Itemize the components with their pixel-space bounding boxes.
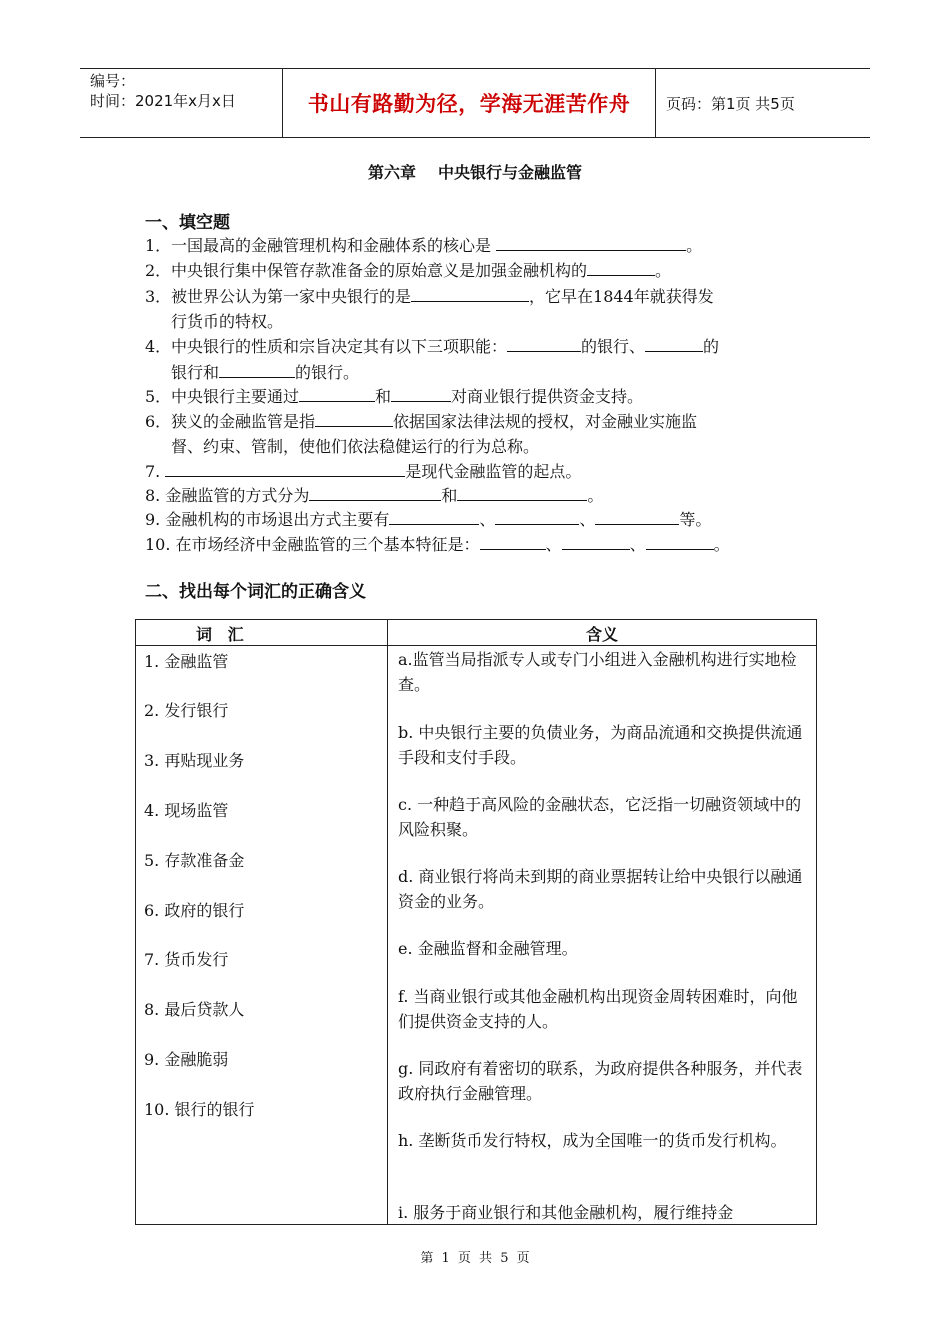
header-divider <box>136 645 816 646</box>
question-text: 金融监管的方式分为 <box>165 486 310 505</box>
chapter-number: 第六章 <box>367 163 416 182</box>
term-item: 1. 金融监管 <box>144 652 229 671</box>
question-text: 是现代金融监管的起点。 <box>405 462 582 481</box>
column-header-meaning: 含义 <box>586 625 619 644</box>
question-text: 一国最高的金融管理机构和金融体系的核心是 <box>171 236 497 255</box>
meaning-item: h. 垄断货币发行特权，成为全国唯一的货币发行机构。 <box>398 1131 787 1150</box>
term-item: 4. 现场监管 <box>144 801 229 820</box>
answer-blank[interactable] <box>507 333 581 352</box>
meaning-item: c. 一种趋于高风险的金融状态，它泛指一切融资领域中的风险积聚。 <box>398 795 802 839</box>
question-number: 3． <box>145 287 172 306</box>
question-10 <box>145 531 810 557</box>
question-text: 和 <box>375 387 392 406</box>
question-number: 10. <box>145 535 176 554</box>
question-number: 6． <box>145 412 172 431</box>
question-4 <box>145 333 810 385</box>
term-item: 3. 再贴现业务 <box>144 751 245 770</box>
question-text: 、 <box>545 535 562 554</box>
term-item: 5. 存款准备金 <box>144 851 245 870</box>
question-text: 的 <box>703 337 720 356</box>
question-9 <box>145 506 810 532</box>
answer-blank[interactable] <box>299 383 375 402</box>
term-item: 6. 政府的银行 <box>144 901 245 920</box>
question-text: 金融机构的市场退出方式主要有 <box>165 510 390 529</box>
question-text: 中央银行的性质和宗旨决定其有以下三项职能： <box>171 337 508 356</box>
section-fill-blank-title: 一、填空题 <box>145 213 230 233</box>
question-number: 7. <box>145 462 166 481</box>
header-motto: 书山有路勤为径，学海无涯苦作舟 <box>307 92 631 116</box>
meaning-item: e. 金融监督和金融管理。 <box>398 939 578 958</box>
question-number: 5． <box>145 387 172 406</box>
question-number: 2． <box>145 261 172 280</box>
meaning-item: i. 服务于商业银行和其他金融机构，履行维持金 <box>398 1203 734 1222</box>
page-footer: 第 1 页 共 5 页 <box>420 1251 530 1266</box>
question-text: 狭义的金融监管是指 <box>171 412 316 431</box>
answer-blank[interactable] <box>587 257 655 276</box>
question-text: 、 <box>629 535 646 554</box>
answer-blank[interactable] <box>562 531 630 550</box>
question-number: 4． <box>145 337 172 356</box>
meaning-item: a.监管当局指派专人或专门小组进入金融机构进行实地检查。 <box>398 650 797 694</box>
answer-blank[interactable] <box>645 333 703 352</box>
question-number: 9. <box>145 510 166 529</box>
question-text: ，它早在1844年就获得发 <box>529 287 714 306</box>
question-text: 。 <box>713 535 730 554</box>
answer-blank[interactable] <box>165 458 405 477</box>
question-3 <box>145 283 810 334</box>
question-2 <box>145 257 810 283</box>
header-motto-cell <box>282 69 656 137</box>
question-text: 。 <box>655 261 672 280</box>
meaning-item: g. 同政府有着密切的联系，为政府提供各种服务，并代表政府执行金融管理。 <box>398 1059 803 1103</box>
question-7 <box>145 458 810 484</box>
answer-blank[interactable] <box>315 408 393 427</box>
meaning-item: f. 当商业银行或其他金融机构出现资金周转困难时，向他们提供资金支持的人。 <box>398 987 798 1031</box>
matching-table <box>135 619 817 1225</box>
column-divider <box>387 620 388 1224</box>
doc-number-label: 编号： <box>90 72 136 90</box>
question-number: 8. <box>145 486 166 505</box>
answer-blank[interactable] <box>495 506 579 525</box>
answer-blank[interactable] <box>646 531 714 550</box>
answer-blank[interactable] <box>480 531 546 550</box>
column-header-term: 词 汇 <box>196 625 244 644</box>
term-item: 2. 发行银行 <box>144 701 229 720</box>
answer-blank[interactable] <box>411 283 529 302</box>
question-text: 依据国家法律法规的授权，对金融业实施监 <box>393 412 698 431</box>
answer-blank[interactable] <box>595 506 679 525</box>
answer-blank[interactable] <box>457 482 587 501</box>
question-text: 。 <box>686 236 703 255</box>
question-1 <box>145 232 810 258</box>
header-page-info: 页码：第1页 共5页 <box>666 94 795 113</box>
question-text: 对商业银行提供资金支持。 <box>451 387 644 406</box>
question-text: 的银行。 <box>295 363 360 382</box>
term-item: 7. 货币发行 <box>144 950 229 969</box>
answer-blank[interactable] <box>309 482 441 501</box>
question-text: 被世界公认为第一家中央银行的是 <box>171 287 412 306</box>
chapter-title <box>0 160 950 183</box>
question-number: 1． <box>145 236 172 255</box>
term-item: 10. 银行的银行 <box>144 1100 255 1119</box>
question-text-continued: 行货币的特权。 <box>171 312 284 331</box>
answer-blank[interactable] <box>389 506 479 525</box>
question-text: 和 <box>441 486 458 505</box>
question-text-continued: 督、约束、管制，使他们依法稳健运行的行为总称。 <box>171 437 540 456</box>
term-item: 9. 金融脆弱 <box>144 1050 229 1069</box>
question-text: 在市场经济中金融监管的三个基本特征是： <box>175 535 480 554</box>
question-6 <box>145 408 810 459</box>
document-header <box>80 68 870 138</box>
question-8 <box>145 482 810 508</box>
question-text: 中央银行集中保管存款准备金的原始意义是加强金融机构的 <box>171 261 588 280</box>
question-text: 的银行、 <box>581 337 646 356</box>
question-text: 中央银行主要通过 <box>171 387 300 406</box>
answer-blank[interactable] <box>391 383 451 402</box>
question-5 <box>145 383 810 409</box>
question-text: 等。 <box>679 510 712 529</box>
question-text: 。 <box>587 486 604 505</box>
meaning-item: d. 商业银行将尚未到期的商业票据转让给中央银行以融通资金的业务。 <box>398 867 803 911</box>
question-text-continued: 银行和 <box>171 363 220 382</box>
question-text: 、 <box>479 510 496 529</box>
doc-time-label: 时间：2021年x月x日 <box>90 92 236 110</box>
chapter-name: 中央银行与金融监管 <box>438 163 583 182</box>
question-text: 、 <box>579 510 596 529</box>
term-item: 8. 最后贷款人 <box>144 1000 245 1019</box>
answer-blank[interactable] <box>219 359 295 378</box>
section-matching-title: 二、找出每个词汇的正确含义 <box>145 582 366 602</box>
answer-blank[interactable] <box>496 232 686 251</box>
header-meta <box>80 69 280 137</box>
meaning-item: b. 中央银行主要的负债业务，为商品流通和交换提供流通手段和支付手段。 <box>398 723 803 767</box>
